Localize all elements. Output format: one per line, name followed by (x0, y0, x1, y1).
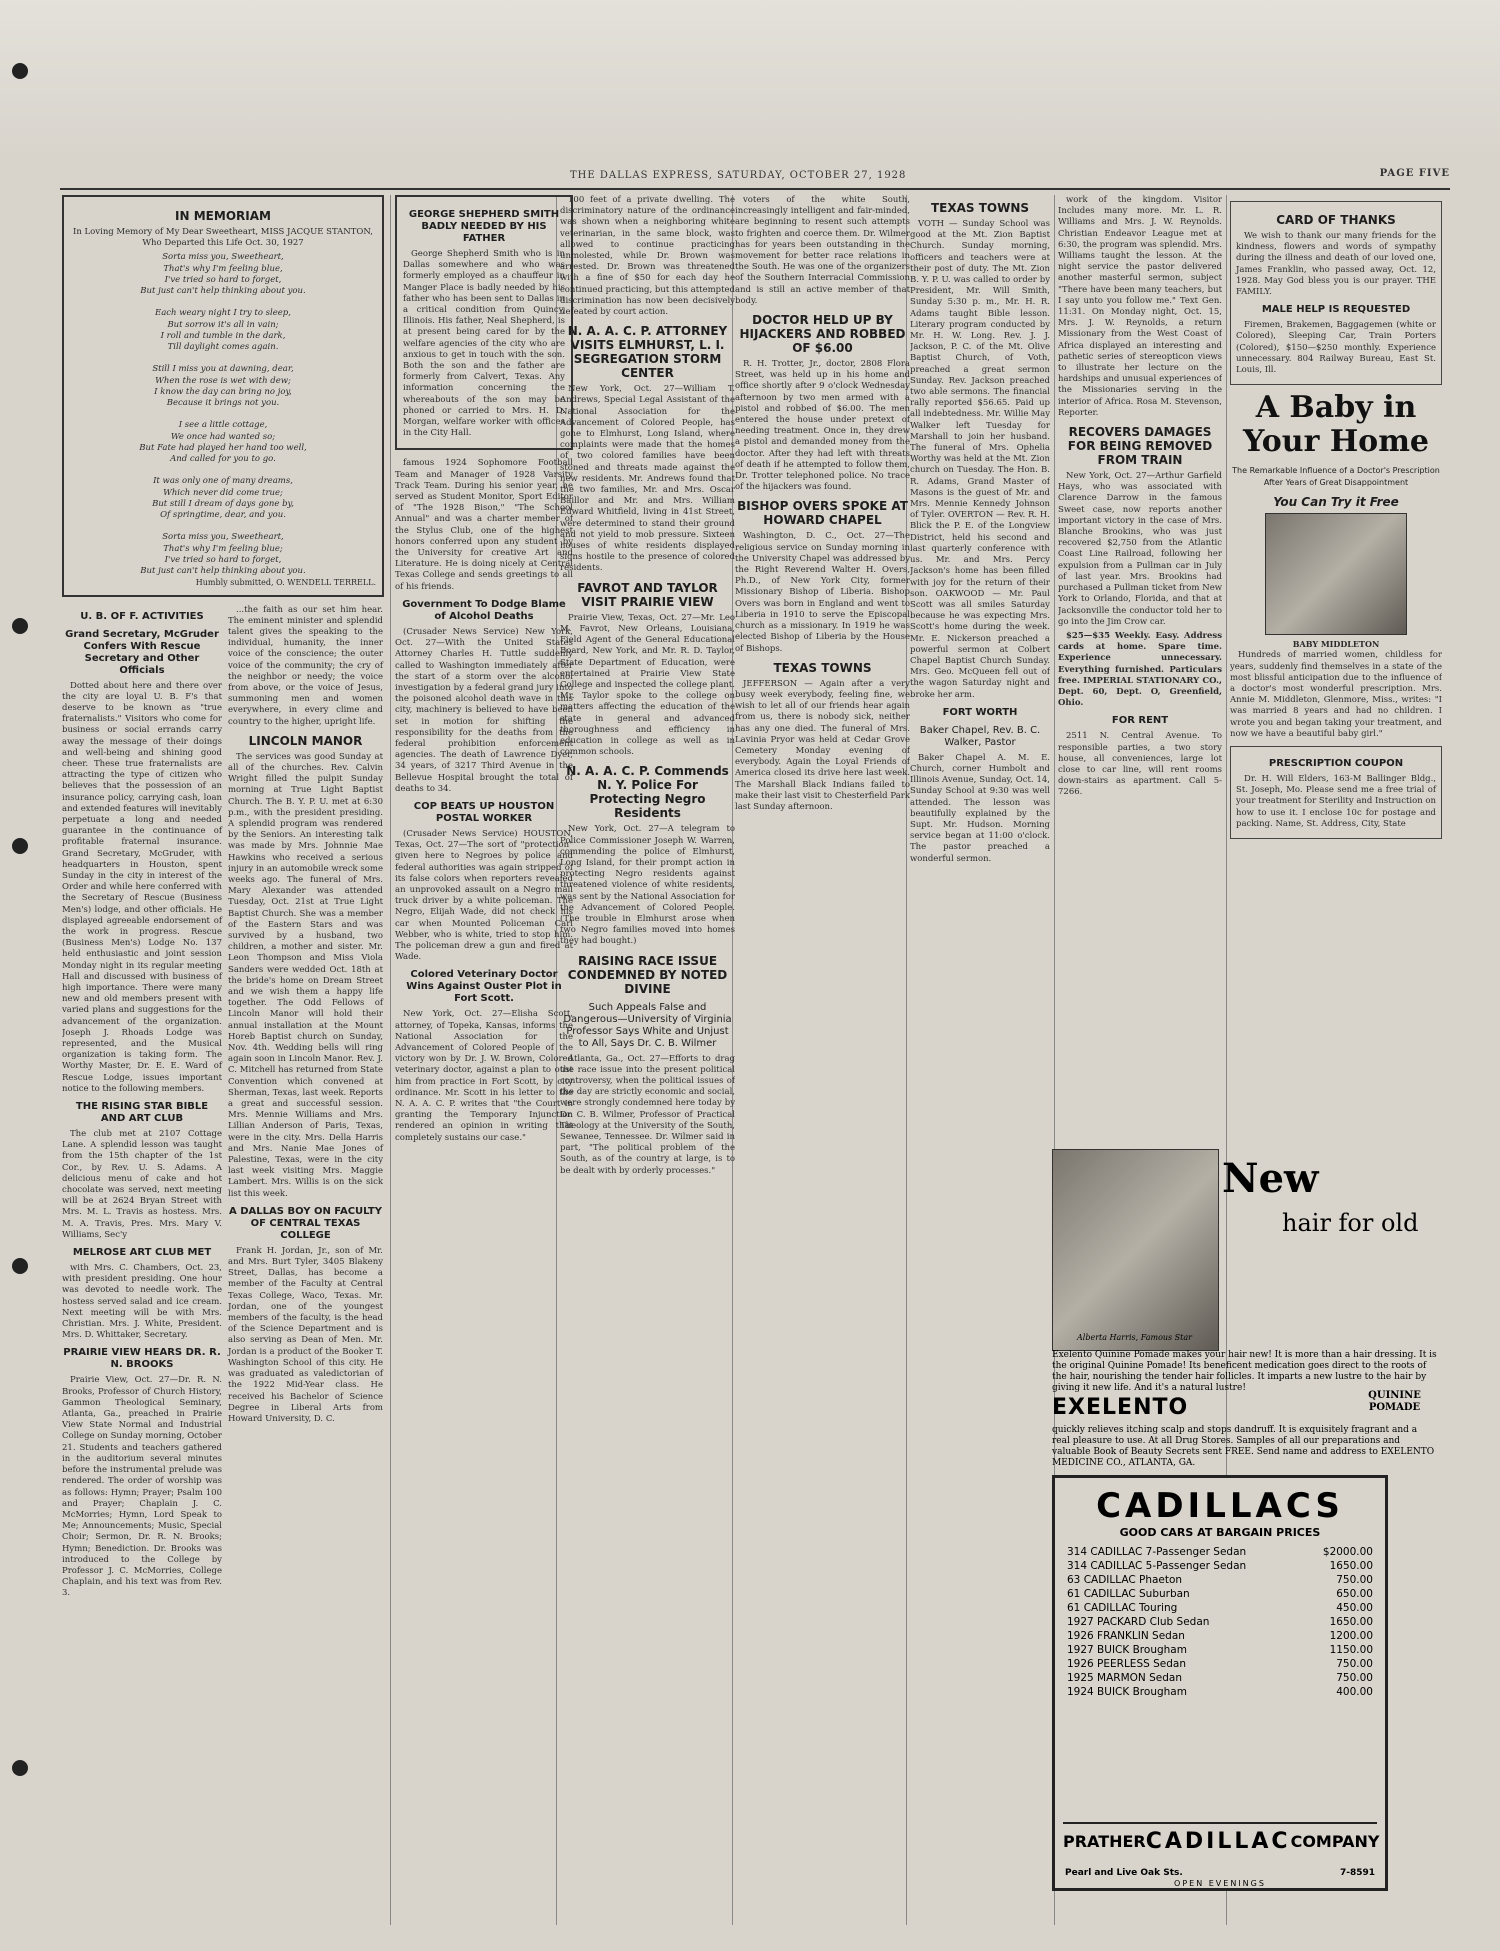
car-price: 650.00 (1336, 1588, 1373, 1600)
baby-ad-title: A Baby in Your Home (1242, 390, 1430, 460)
memoriam-signature: Humbly submitted, O. WENDELL TERRELL. (195, 578, 376, 588)
column-7 (1230, 195, 1442, 1135)
fort-worth-subheading: Baker Chapel, Rev. B. C. Walker, Pastor (919, 724, 1041, 748)
dallas-boy-heading: A DALLAS BOY ON FACULTY OF CENTRAL TEXAS COLLEGE (229, 1205, 382, 1241)
alcohol-deaths-article: (Crusader News Service) New York, Oct. 27—With the United States Attorney Charles H. Tuttle suddenly called to Washington immediately after the start of a storm over the alcohol investigation by a federal grand jury into the poisoned alcohol death wave in this city, machinery is believed to have been set in motion for shifting the responsibility for the deaths from the federal prohibition enforcement agencies. The death of Lawrence Dyer, 34 years, of 3217 Third Avenue in the Bellevue Hospital brought the total of deaths to 34. (395, 626, 573, 794)
exelento-brand: EXELENTO (1052, 1395, 1189, 1420)
masthead (60, 168, 1450, 186)
car-model: 1927 BUICK Brougham (1067, 1644, 1187, 1656)
car-price: 1150.00 (1329, 1644, 1373, 1656)
texas-towns-1-article: VOTH — Sunday School was good at the Mt. Zion Baptist Church. Sunday morning, officers and teachers were at their post of duty. The Mt. Zion B. Y. P. U. was called to order by President, Mr. Will Smith, Sunday 5:30 p. m., Mr. H. R. Adams taught Bible lesson. Literary program conducted by Mr. H. W. Long. Rev. J. J. Jackson, P. C. of the Mt. Olive Baptist Church, of Voth, preached a great sermon Sunday. Rev. Jackson preached two able sermons. The financial rally reported $56.65. Paid up all indebtedness. Mr. Willie May Walker left Tuesday for Marshall to join her husband. The funeral of Mrs. Ophelia Worthy was held at the Mt. Zion church on Tuesday. The Hon. B. R. Adams, Grand Master of Masons is the guest of Mr. and Mrs. Mennie Kennedy Johnson of Tyler. OVERTON — Rev. R. H. Blick the P. E. of the Longview District, held his second and last quarterly conference with us. Mr. and Mrs. Percy Jackson's home has been filled with joy for the return of their son. OAKWOOD — Mr. Paul Scott was all smiles Saturday because he was expecting Mrs. Scott's home during the week. Mr. E. Nickerson preached a powerful sermon at Colbert Chapel Baptist Church Sunday. Mrs. Geo. McQueen fell out of the wagon Saturday night and broke her arm. (910, 219, 1050, 700)
dealer-hours: OPEN EVENINGS (1174, 1879, 1266, 1888)
veterinary-article: New York, Oct. 27—Elisha Scott, attorney, of Topeka, Kansas, informs the National Association for the Advancement of Colored People of the victory won by Dr. J. W. Brown, Colored veterinary doctor, against a plan to oust him from practice in Fort Scott, by city ordinance. Mr. Scott in his letter to the N. A. A. C. P. writes that "the Court in granting the Temporary Injunction rendered an opinion in writing that completely sustains our case." (395, 1009, 573, 1143)
car-price: 750.00 (1336, 1672, 1373, 1684)
card-of-thanks-text: We wish to thank our many friends for the kindness, flowers and words of sympathy during the illness and death of our loved one, James Franklin, who passed away, Oct. 12, 1928. May God bless you is our prayer. THE FAMILY. (1236, 231, 1436, 298)
car-price: 750.00 (1336, 1574, 1373, 1586)
exelento-tail: quickly relieves itching scalp and stops dandruff. It is exquisitely fragrant and a real pleasure to use. At all Drug Stores. Samples of all our preparations and valuable Book of Beauty Secrets sent FREE. Send name and address to EXELENTO MEDICINE CO., ATLANTA, GA. (1052, 1425, 1435, 1468)
price-row (1065, 1573, 1375, 1587)
bishop-overs-heading: BISHOP OVERS SPOKE AT HOWARD CHAPEL (737, 499, 908, 528)
binding-hole (12, 1258, 28, 1274)
cadillac-price-table (1065, 1545, 1375, 1699)
dallas-boy-article: Frank H. Jordan, Jr., son of Mr. and Mrs. Burt Tyler, 3405 Blakeny Street, Dallas, has become a member of the Faculty at Central Texas College, Waco, Texas. Mr. Jordan, one of the youngest members of the faculty, is the head of the Science Department and is also serving as Dean of Men. Mr. Jordan is a product of the Booker T. Washington School of this city. He was graduated as valedictorian of the 1922 Mid-Year class. He received his Bachelor of Science Degree in Liberal Arts from Howard University, D. C. (228, 1245, 383, 1424)
baby-ad-text: Hundreds of married women, childless for years, suddenly find themselves in a state of the most blissful anticipation due to the influence of a doctor's most wonderful prescription. Mrs. Annie M. Middleton, Glenmore, Miss., writes: "I was married 8 years and had no children. I wrote you and began taking your treatment, and now we have a beautiful baby girl." (1230, 650, 1442, 739)
page-number: PAGE FIVE (1379, 168, 1450, 179)
naacp-commends-heading: N. A. A. C. P. Commends N. Y. Police For Protecting Negro Residents (566, 764, 729, 821)
masthead-title: THE DALLAS EXPRESS, SATURDAY, OCTOBER 27, 1928 (570, 170, 907, 181)
column-1b (228, 605, 383, 1429)
column-5 (910, 195, 1050, 1925)
car-model: 1925 MARMON Sedan (1067, 1672, 1182, 1684)
car-price: 1650.00 (1329, 1616, 1373, 1628)
baby-photo (1265, 513, 1407, 635)
binding-hole (12, 1760, 28, 1776)
dealer-phone: 7-8591 (1339, 1868, 1375, 1878)
rising-star-article: The club met at 2107 Cottage Lane. A splendid lesson was taught from the 15th chapter of the 1st Cor., by Rev. U. S. Adams. A delicious menu of cake and hot chocolate was served, next meeting will be at 2624 Bryan Street with Mrs. M. L. Travis as hostess. Mrs. M. A. Travis, Pres. Mrs. Mary V. Williams, Sec'y (62, 1129, 222, 1240)
car-price: 450.00 (1336, 1602, 1373, 1614)
card-of-thanks-box (1230, 201, 1442, 385)
raising-race-heading: RAISING RACE ISSUE CONDEMNED BY NOTED DIVINE (567, 953, 728, 996)
melrose-heading: MELROSE ART CLUB MET (72, 1247, 212, 1259)
shepherd-heading: GEORGE SHEPHERD SMITH BADLY NEEDED BY HIS FATHER (408, 209, 560, 244)
column-2 (395, 195, 573, 1925)
doctor-held-up-article: R. H. Trotter, Jr., doctor, 2808 Flora Street, was held up in his home and office shortly after 9 o'clock Wednesday afternoon by two men armed with a pistol and robbed of $6.00. The men entered the house under pretext of needing treatment. Once in, they drew a pistol and demanded money from the doctor. After they had left with threats of death if he attempted to follow them, Dr. Trotter telephoned police. No trace of the hijackers was found. (735, 359, 910, 493)
cadillac-title: CADILLACS (1096, 1486, 1344, 1526)
car-model: 314 CADILLAC 7-Passenger Sedan (1067, 1546, 1247, 1558)
car-model: 63 CADILLAC Phaeton (1067, 1574, 1183, 1586)
column-1a (62, 605, 222, 1603)
model-portrait (1052, 1149, 1219, 1351)
bishop-overs-article: Washington, D. C., Oct. 27—The religious service on Sunday morning in the University Chapel was addressed by the Right Reverend Walter H. Overs, Ph.D., of New York City, former Missionary Bishop of Liberia. Bishop Overs was born in England and went to Liberia in 1910 to serve the Episcopal church as a missionary. In 1919 he was elected Bishop of Liberia by the House of Bishops. (735, 531, 910, 654)
dealer-address: Pearl and Live Oak Sts. (1065, 1868, 1183, 1878)
dealer-brand: CADILLAC (1145, 1828, 1291, 1854)
fort-worth-article: Baker Chapel A. M. E. Church, corner Humbolt and Illinois Avenue, Sunday, Oct. 14, Sunday School at 9:30 was well attended. The lesson was beautifully explained by the Supt. Mr. Hudson. Morning service began at 11:00 o'clock. The pastor preached a wonderful sermon. (910, 752, 1050, 864)
exelento-ad (1052, 1145, 1437, 1468)
column-divider (390, 195, 391, 1925)
recovers-damages-heading: RECOVERS DAMAGES FOR BEING REMOVED FROM TRAIN (1067, 425, 1213, 468)
sophomore-article: famous 1924 Sophomore Football Team and Manager of 1928 Varsity Track Team. During his senior year, he served as Student Monitor, Sport Editor of "The 1928 Bison," "The School Annual" and was a charter member of the Stylus Club, one of the highest honors conferred upon any student by the University for creative Art and Literature. He is doing nicely at Central Texas College and sends greetings to all of his friends. (395, 458, 573, 592)
wilmer-article-cont: voters of the white South, increasingly intelligent and fair-minded, are beginning to resent such attempts to frighten and coerce them. Dr. Wilmer has for years been outstanding in the movement for better race relations in the South. He was one of the organizers of the Southern Interracial Commission and is still an active member of that body. (735, 195, 910, 306)
prescription-coupon[interactable] (1230, 746, 1442, 839)
coupon-text: Dr. H. Will Elders, 163-M Ballinger Bldg., St. Joseph, Mo. Please send me a free trial of your treatment for Sterility and Instruction on how to use it. I enclose 10c for postage and packing. Name, St. Address, City, State (1236, 774, 1436, 829)
kingdom-article-cont: work of the kingdom. Visitor Includes many more. Mr. L. R. Williams and Mrs. J. W. Reynolds. Christian Endeavor League met at 6:30, the program was splendid. Mrs. Williams taught the lesson. At the night service the pastor delivered another masterful sermon, subject "There have been many teachers, but I say unto you follow me." Text Gen. 11:31. On Monday night, Oct. 15, Mrs. J. W. Reynolds, a return Missionary from the West Coast of Africa displayed an interesting and pathetic series of stereopticon views to illustrate her lecture on the hardships and unusual experiences of the Missionaries serving in the interior of Africa. Rosa M. Stevenson, Reporter. (1058, 195, 1222, 418)
car-model: 1924 BUICK Brougham (1067, 1686, 1187, 1698)
texas-towns-2-article: JEFFERSON — Again after a very busy week everybody, feeling fine, we wish to let all of our friends hear again from us, there is nobody sick, neither has any one died. The funeral of Mrs. Lavinia Pryor was held at Cedar Grove Cemetery Monday evening of everybody. Again the Loyal Friends of America closed its drive here last week. The Marshall Black Indians failed to make their last visit to Chesterfield Park last Sunday afternoon. (735, 678, 910, 812)
price-row (1065, 1545, 1375, 1559)
fort-worth-heading: FORT WORTH (942, 706, 1018, 718)
naacp-elmhurst-article: New York, Oct. 27—William T. Andrews, Special Legal Assistant of the National Association for the Advancement of Colored People, has gone to Elmhurst, Long Island, where complaints were made that the homes of two colored families have been stoned and threats made against the new residents. Mr. Andrews found that the two families, Mr. and Mrs. Oscar Baillor and Mr. and Mrs. William Edward Whitfield, living in 41st Street, were determined to stand their ground and not yield to mob pressure. Sixteen houses of white residents displayed signs hostile to the presence of colored residents. (560, 384, 735, 574)
prairie-view-heading: PRAIRIE VIEW HEARS DR. R. N. BROOKS (63, 1347, 221, 1371)
for-rent-heading: FOR RENT (1111, 715, 1169, 727)
shepherd-box (395, 195, 573, 450)
car-price: $2000.00 (1322, 1546, 1373, 1558)
car-price: 400.00 (1336, 1686, 1373, 1698)
price-row (1065, 1643, 1375, 1657)
for-rent-text: 2511 N. Central Avenue. To responsible parties, a two story house, all conveniences, large lot close to car line, will rent rooms down-stairs as apartment. Call 5-7266. (1058, 731, 1222, 798)
exelento-product: QUININE POMADE (1368, 1390, 1421, 1413)
rising-star-heading: THE RISING STAR BIBLE AND ART CLUB (75, 1101, 209, 1125)
weekly-ad: $25—$35 Weekly. Easy. Address cards at home. Spare time. Experience unnecessary. Everything furnished. Particulars free. IMPERIAL STATIONARY CO., Dept. 60, Dept. O, Greenfield, Ohio. (1058, 630, 1222, 709)
cop-beats-article: (Crusader News Service) HOUSTON, Texas, Oct. 27—The sort of "protection" given here to Negroes by police and federal authorities was again stripped of its false colors when reporters revealed an unprovoked assault on a Negro mail truck driver by a white policeman. The Negro, Elijah Wade, did not check his car when Mounted Policeman Carl Webber, who is white, tried to stop him. The policeman drew a gun and fired at Wade. (395, 828, 573, 963)
texas-towns-2-heading: TEXAS TOWNS (773, 660, 872, 675)
binding-hole (12, 618, 28, 634)
car-price: 750.00 (1336, 1658, 1373, 1670)
car-model: 61 CADILLAC Suburban (1067, 1588, 1190, 1600)
favrot-heading: FAVROT AND TAYLOR VISIT PRAIRIE VIEW (577, 580, 718, 609)
car-model: 1927 PACKARD Club Sedan (1067, 1616, 1210, 1628)
prairie-view-article: Prairie View, Oct. 27—Dr. R. N. Brooks, Professor of Church History, Gammon Theological Seminary, Atlanta, Ga., preached in Prairie View State Normal and Industrial College on Sunday morning, October 21. Students and teachers gathered in the auditorium several minutes before the instrumental prelude was rendered. The order of worship was as follows: Hymn; Prayer; Psalm 100 and Prayer; Chaplain J. C. McMorries; Hymn, Lord Speak to Me; Announcements; Music, Special Choir; Sermon, Dr. R. N. Brooks; Hymn; Benediction. Dr. Brooks was introduced to the College by Professor J. C. McMorries, College Chaplain, and his text was from Rev. 3. (62, 1375, 222, 1599)
car-model: 314 CADILLAC 5-Passenger Sedan (1067, 1560, 1247, 1572)
car-model: 1926 PEERLESS Sedan (1067, 1658, 1186, 1670)
coupon-heading: PRESCRIPTION COUPON (1268, 758, 1404, 770)
grand-secretary-heading: Grand Secretary, McGruder Confers With Rescue Secretary and Other Officials (65, 628, 219, 676)
memoriam-intro: In Loving Memory of My Dear Sweetheart, MISS JACQUE STANTON, Who Departed this Life Oct. 30, 1927 (73, 227, 373, 249)
veterinary-heading: Colored Veterinary Doctor Wins Against Ouster Plot in Fort Scott. (406, 969, 562, 1005)
binding-hole (12, 838, 28, 854)
alcohol-deaths-heading: Government To Dodge Blame of Alcohol Deaths (402, 598, 566, 622)
ubf-heading: U. B. OF F. ACTIVITIES (80, 610, 204, 622)
lincoln-manor-heading: LINCOLN MANOR (248, 733, 363, 748)
shepherd-article: George Shepherd Smith who is in Dallas somewhere and who was formerly employed as a chauffeur in Manger Place is badly needed by his father who has been sent to Dallas in a critical condition from Quincy, Illinois. His father, Neal Shepherd, is at present being cared for by the welfare agencies of the city who are anxious to get in touch with the son. Both the son and the father are formerly from Calvert, Texas. Any information concerning the whereabouts of the son may be phoned or carried to Mrs. H. D. Morgan, welfare worker with offices in the City Hall. (403, 249, 565, 439)
continued-article: ...the faith as our set him hear. The eminent minister and splendid talent gives the speaking to the individual, humanity, the inner voice of the conscience; the outer voice of the community; the cry of the neighbor or needy; the voice from above, or the voice of Jesus, summoning men and women everywhere, in every clime and country to the higher, upright life. (228, 604, 383, 727)
naacp-commends-article: New York, Oct. 27—A telegram to Police Commissioner Joseph W. Warren, commending the police of Elmhurst, Long Island, for their prompt action in protecting Negro residents against threatened violence of white residents, was sent by the National Association for the Advancement of Colored People. (The trouble in Elmhurst arose when two Negro families moved into homes they had bought.) (560, 824, 735, 947)
doctor-held-up-heading: DOCTOR HELD UP BY HIJACKERS AND ROBBED OF $6.00 (739, 313, 906, 356)
memoriam-heading: IN MEMORIAM (175, 209, 271, 223)
price-row (1065, 1671, 1375, 1685)
column-4 (735, 195, 910, 1925)
texas-towns-1-heading: TEXAS TOWNS (930, 201, 1030, 215)
dealer-company: COMPANY (1290, 1831, 1380, 1851)
car-model: 1926 FRANKLIN Sedan (1067, 1630, 1185, 1642)
male-help-text: Firemen, Brakemen, Baggagemen (white or Colored), Sleeping Car, Train Porters (Colored), $150—$250 monthly. Experience unnecessary. 804 Railway Bureau, East St. Louis, Ill. (1236, 320, 1436, 376)
brown-article-cont: 100 feet of a private dwelling. The discriminatory nature of the ordinance was shown when a neighboring white veterinarian, in the same block, was allowed to continue practicing unmolested, while Dr. Brown was arrested. Dr. Brown was threatened with a fine of $50 for each day he continued practicing, but this attempted discrimination has now been decisively defeated by court action. (560, 195, 735, 318)
price-row (1065, 1559, 1375, 1573)
price-row (1065, 1657, 1375, 1671)
card-of-thanks-heading: CARD OF THANKS (1276, 213, 1396, 227)
cadillac-footer (1063, 1822, 1380, 1858)
car-price: 1650.00 (1329, 1560, 1373, 1572)
scan-top-margin (0, 0, 1500, 160)
model-caption: Alberta Harris, Famous Star (1077, 1333, 1192, 1342)
cop-beats-heading: COP BEATS UP HOUSTON POSTAL WORKER (413, 800, 555, 824)
raising-race-subheading: Such Appeals False and Dangerous—University of Virginia Professor Says White and Unjust to All, Says Dr. C. B. Wilmer (563, 1001, 732, 1049)
ad-headline-hair: hair for old (1282, 1209, 1419, 1237)
baby-ad-try: You Can Try it Free (1273, 495, 1399, 510)
cadillac-ad (1052, 1475, 1388, 1891)
column-1 (62, 195, 384, 1603)
price-row (1065, 1685, 1375, 1699)
price-row (1065, 1615, 1375, 1629)
melrose-article: with Mrs. C. Chambers, Oct. 23, with president presiding. One hour was devoted to needle work. The hostess served salad and ice cream. Next meeting will be with Mrs. Christian. Mrs. J. White, President. Mrs. D. Whittaker, Secretary. (62, 1263, 222, 1341)
column-6 (1058, 195, 1222, 1135)
baby-caption: BABY MIDDLETON (1292, 639, 1380, 650)
recovers-damages-article: New York, Oct. 27—Arthur Garfield Hays, who was associated with Clarence Darrow in the famous Sweet case, now reports another important victory in the case of Mrs. Blanche Brookins, who was just recovered $2,750 from the Atlantic Coast Line Railroad, following her expulsion from a Pullman car in July of last year. Mrs. Brookins had purchased a Pullman ticket from New York to Orlando, Florida, and that at Jacksonville the conductor told her to go into the Jim Crow car. (1058, 471, 1222, 627)
memoriam-poem: Sorta miss you, Sweetheart, That's why I'm feeling blue, I've tried so hard to forget, But just can't help thinking about you. Each weary night I try to sleep, But sorrow it's all in vain; I roll and tumble in the dark, Till daylight comes again. Still I miss you at dawning, dear, When the rose is wet with dew; I know the day can bring no joy, Because it brings not you. I see a little cottage, We once had wanted so; But Fate had played her hand too well, And called for you to go. It was only one of many dreams, Which never did come true; But still I dream of days gone by, Of springtime, dear, and you. Sorta miss you, Sweetheart, That's why I'm feeling blue; I've tried so hard to forget, But just can't help thinking about you. (139, 252, 307, 577)
naacp-elmhurst-heading: N. A. A. C. P. ATTORNEY VISITS ELMHURST, L. I. SEGREGATION STORM CENTER (567, 324, 728, 381)
baby-ad-subtitle: The Remarkable Influence of a Doctor's Prescription After Years of Great Disappointment (1232, 466, 1440, 488)
car-model: 61 CADILLAC Touring (1067, 1602, 1178, 1614)
price-row (1065, 1601, 1375, 1615)
price-row (1065, 1587, 1375, 1601)
favrot-article: Prairie View, Texas, Oct. 27—Mr. Leo M. Favrot, New Orleans, Louisiana, Field Agent of the General Educational Board, New York, and Mr. R. D. Taylor, State Department of Education, were entertained at Prairie View State College and inspected the college plant. Mr. Taylor spoke to the college on matters affecting the education of the state in general and advanced thoroughness and efficiency in education in college as well as in common schools. (560, 612, 735, 758)
exelento-body: Exelento Quinine Pomade makes your hair new! It is more than a hair dressing. It is the original Quinine Pomade! Its beneficent medication goes direct to the roots of the hair, nourishing the tender hair follicles. It imparts a new lustre to the hair by giving it new life. And it's a natural lustre! (1052, 1350, 1437, 1393)
ad-headline-new: New (1222, 1155, 1319, 1202)
binding-hole (12, 63, 28, 79)
male-help-heading: MALE HELP IS REQUESTED (1261, 304, 1411, 316)
raising-race-article: Atlanta, Ga., Oct. 27—Efforts to drag the race issue into the present political controversy, when the political issues of the day are strictly economic and social, were strongly condemned here today by Dr. C. B. Wilmer, Professor of Practical Theology at the University of the South, Sewanee, Tennessee. Dr. Wilmer said in part, "The political problem of the South, as of the country at large, is to be dealt with by orderly processes." (560, 1053, 735, 1176)
ubf-article: Dotted about here and there over the city are loyal U. B. F's that deserve to be known as "true fraternalists." Visitors who come for business or social errands carry away the message of their doings and well-being and shining good cheer. These true fraternalists are attracting the type of citizen who believes that the possession of an insurance policy, carrying cash, loan and extended features will inevitably perpetuate a long and needed guarantee in the continuance of profitable fraternal insurance. Grand Secretary, McGruder, with headquarters in Houston, spent Sunday in the city in interest of the Order and while here conferred with the Secretary of Rescue (Business Men's) lodge, and other officials. He displayed agreeable endorsement of the work in progress. Rescue (Business Men's) Lodge No. 137 held enthusiastic and joint session Monday night in its regular meeting Hall and discussed with business of high importance. There were many new and old members present with varied plans and suggestions for the advancement of the organization. Joseph J. Rhoads Lodge was represented, and the Musical organization is taking form. The Worthy Master, Dr. E. E. Ward of Rescue Lodge, issues important notice to the following members. (62, 680, 222, 1094)
dealer-name: PRATHER (1063, 1831, 1146, 1851)
car-price: 1200.00 (1329, 1630, 1373, 1642)
memoriam-box (62, 195, 384, 597)
lincoln-manor-article: The services was good Sunday at all of the churches. Rev. Calvin Wright filled the pulpit Sunday morning at True Light Baptist Church. The B. Y. P. U. met at 6:30 p.m., with the president presiding. A splendid program was rendered by the Seniors. An interesting talk was made by Mrs. Johnnie Mae Hawkins who received a serious injury in an automobile wreck some weeks ago. The funeral of Mrs. Mary Alexander was attended Tuesday, Oct. 21st at True Light Baptist Church. She was a member of the Eastern Stars and was survived by a husband, two children, a mother and sister. Mr. Leon Thompson and Miss Viola Sanders were wedded Oct. 18th at the bride's home on Dream Street and we wish them a happy life together. The Odd Fellows of Lincoln Manor will hold their annual installation at the Mount Horeb Baptist church on Sunday, Nov. 4th. Wedding bells will ring again soon in Lincoln Manor. Rev. J. C. Mitchell has returned from State Convention which convened at Sherman, Texas, last week. Reports a great and successful session. Mrs. Mennie Williams and Mrs. Lillian Anderson of Paris, Texas, were in the city. Mrs. Della Harris and Mrs. Nanie Mae Jones of Palestine, Texas, were in the city last week visiting Mrs. Maggie Lambert. Mrs. Willis is on the sick list this week. (228, 751, 383, 1199)
column-3 (560, 195, 735, 1925)
cadillac-subtitle: GOOD CARS AT BARGAIN PRICES (1119, 1526, 1321, 1539)
price-row (1065, 1629, 1375, 1643)
masthead-rule (60, 188, 1450, 190)
